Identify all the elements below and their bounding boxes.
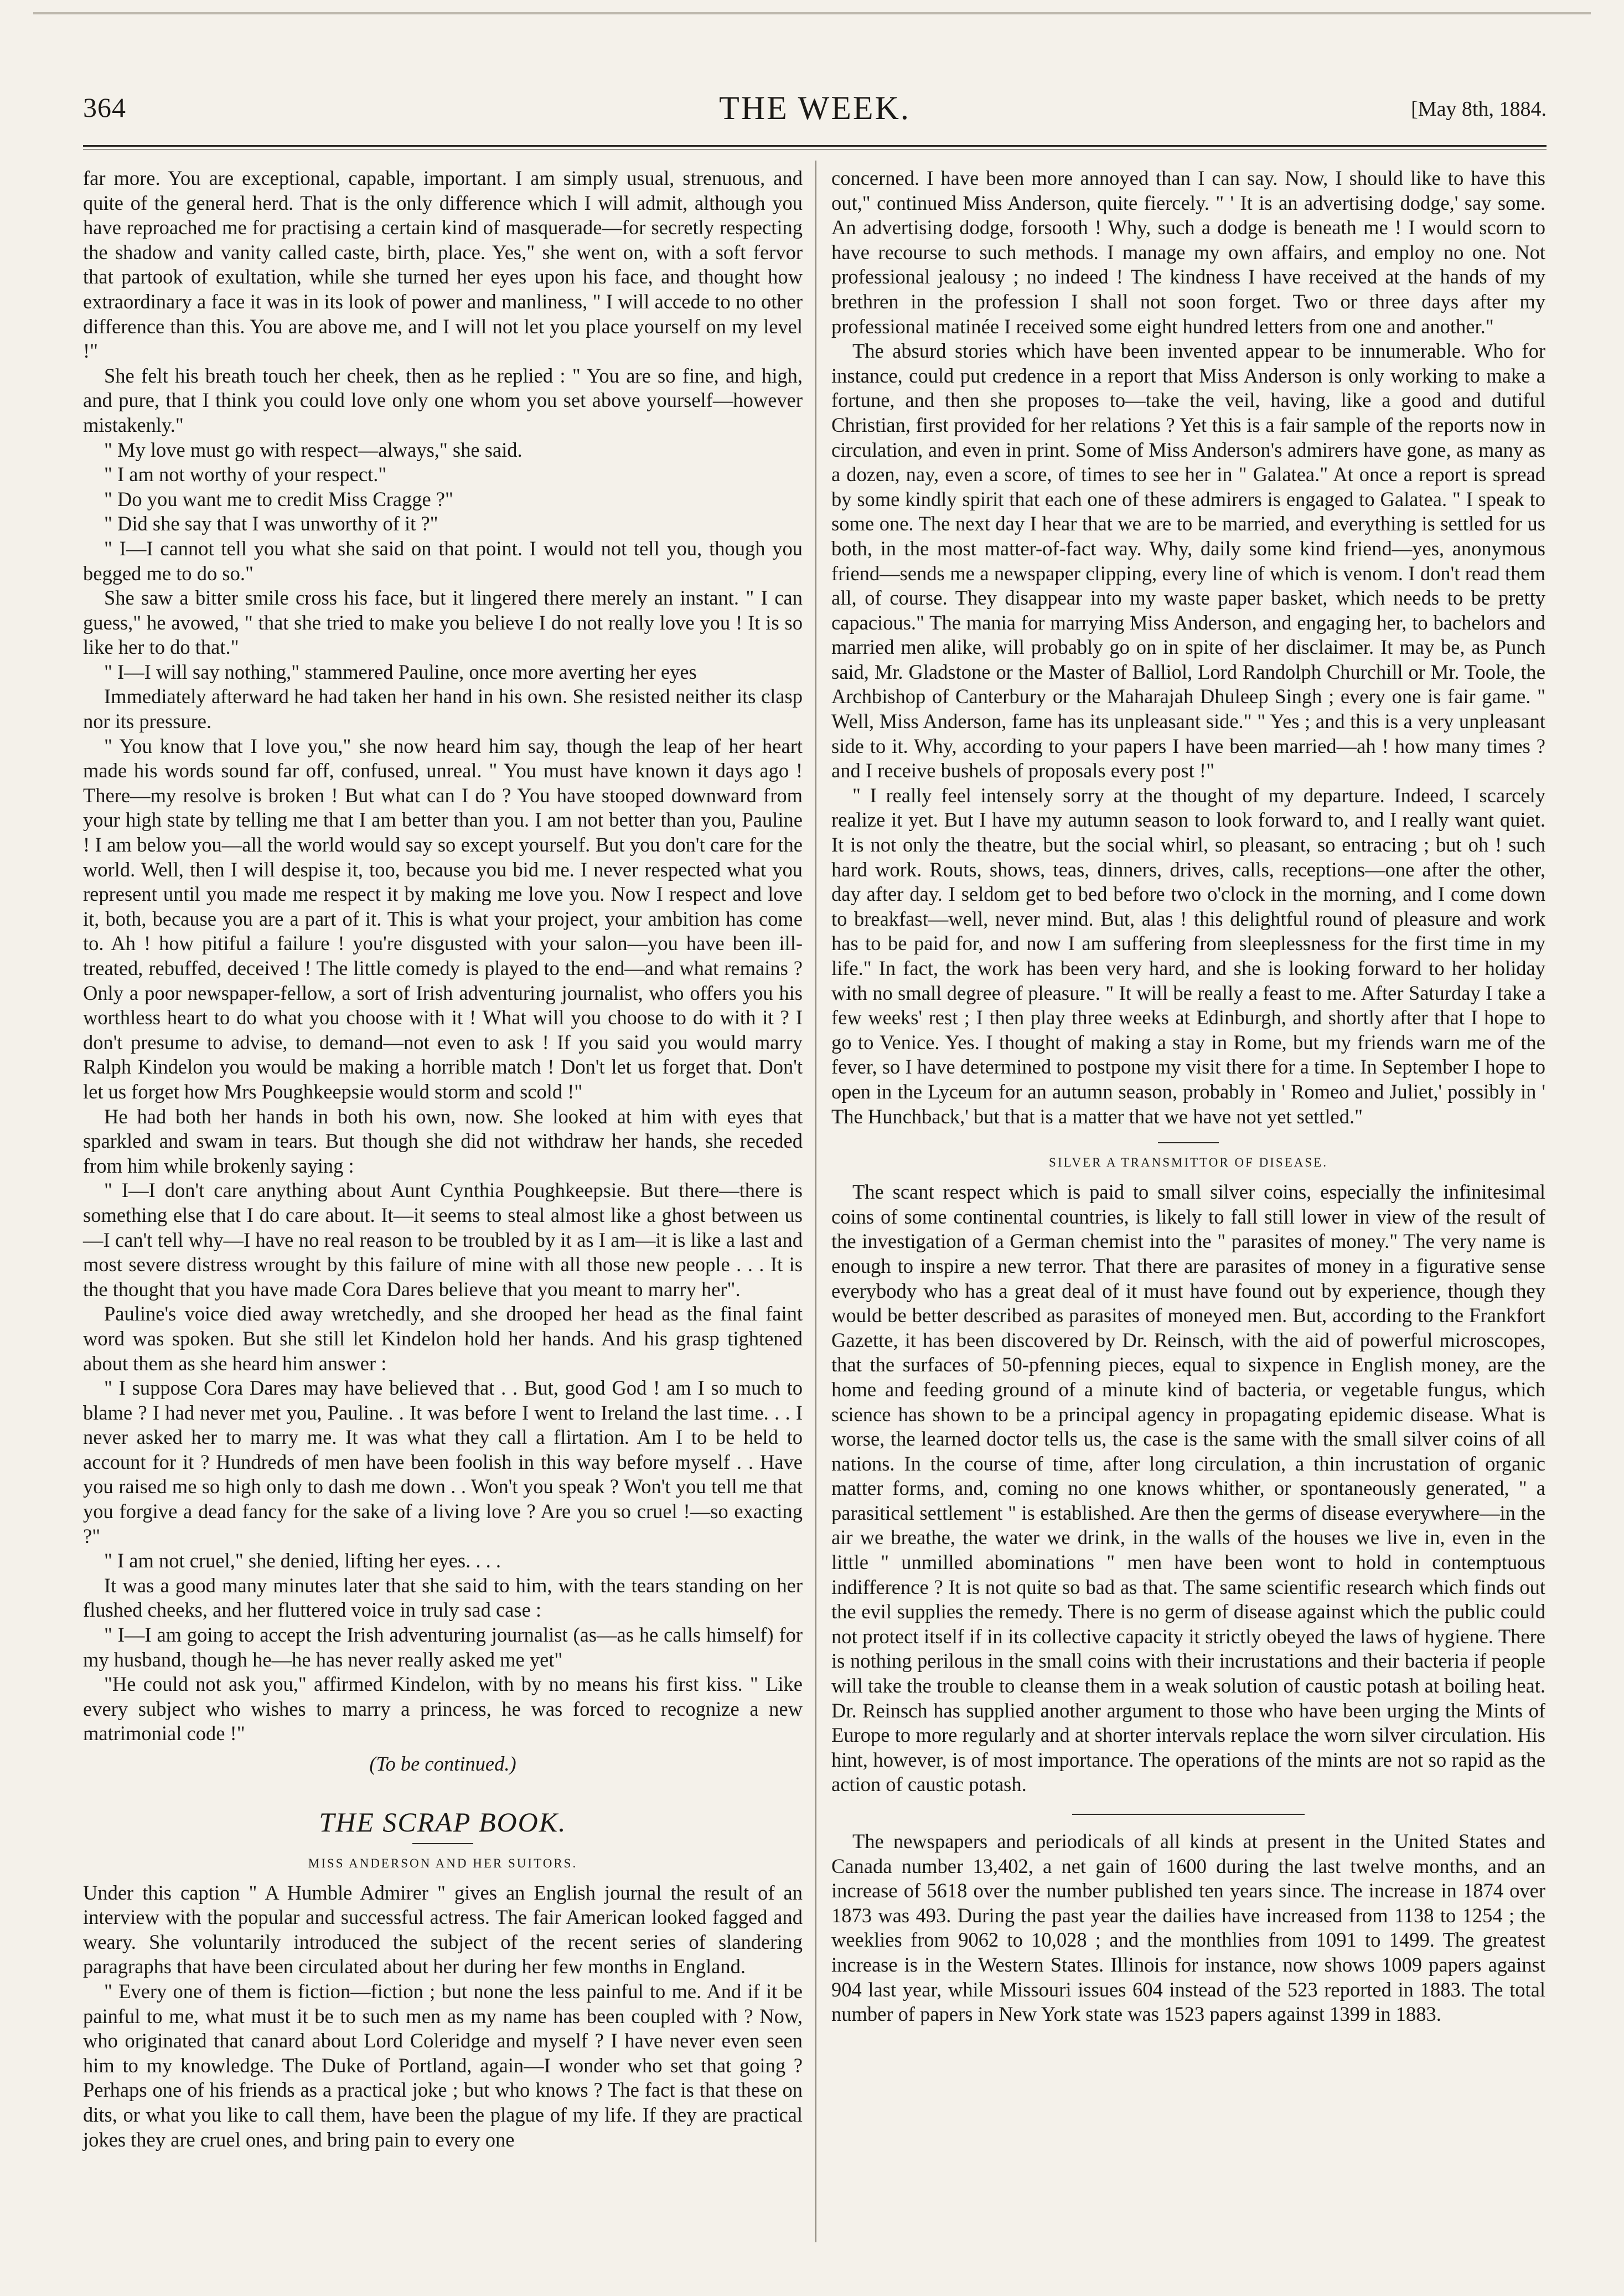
article-paragraph: " Every one of them is fiction—fiction ; but none the less painful to me. And if it be painful to me, what must it be to such men as my name has been coupled with ? Now, who originated that canard about Lord Coleridge and myself ? I have never even seen him to my knowledge. The Duke of Portland, again—I wonder who set that going ? Perhaps one of his friends as a practical joke ; but who knows ? The fact is that these on dits, or what you like to call them, have been the plague of my life. If they are practical jokes they are cruel ones, and bring pain to every one [83, 1979, 803, 2151]
story-paragraph: " You know that I love you," she now heard him say, though the leap of her heart made his words sound far off, confused, unreal. " You must have known it days ago ! There—my resolve is broken ! But what can I do ? You have stooped downward from your high state by telling me that I am better than you. I am not better than you, Pauline ! I am below you—all the world would say so except yourself. But you don't care for the world. Well, then I will despise it, too, because you bid me. I never respected what you represent until you made me respect it by making me love you. Now I respect and love it, both, because you are a part of it. This is what your project, your ambition has come to. Ah ! how pitiful a failure ! you're disgusted with your salon—you have been ill-treated, rebuffed, deceived ! The little comedy is played to the end—and what remains ? Only a poor newspaper-fellow, a sort of Irish adventuring journalist, who offers you his worthless heart to do what you choose with it ! What will you choose to do with it ? I don't presume to advise, to demand—not even to ask ! If you said you would marry Ralph Kindelon you would be making a horrible match ! Don't let us forget that. Don't let us forget how Mrs Poughkeepsie would storm and scold !" [83, 734, 803, 1103]
article-heading-anderson: MISS ANDERSON AND HER SUITORS. [308, 1856, 578, 1870]
story-paragraph: " Do you want me to credit Miss Cragge ?" [104, 487, 453, 510]
story-paragraph: " I suppose Cora Dares may have believed that . . But, good God ! am I so much to blame ? I had never met you, Pauline. . It was before I went to Ireland the last time. . . I never asked her to marry me. It was what they call a flirtation. Am I to be held to account for it ? Hundreds of men have been foolish in this way before myself . . Have you raised me so high only to dash me down . . Won't you speak ? Won't you tell me that you forgive a dead fancy for the sake of a living love ? Are you so cruel !—so exacting ?" [83, 1376, 803, 1547]
story-paragraph: Immediately afterward he had taken her hand in his own. She resisted neither its clasp nor its pressure. [83, 685, 803, 733]
article-separator-long [1072, 1814, 1305, 1815]
article-paragraph: The newspapers and periodicals of all kinds at present in the United States and Canada number 13,402, a net gain of 1600 during the last twelve months, and an increase of 5618 over the number published ten years since. The increase in 1874 over 1873 was 493. During the past year the dailies have increased from 1138 to 1254 ; the weeklies from 9062 to 10,028 ; and the monthlies from 1091 to 1499. The greatest increase is in the Western States. Illinois for instance, now shows 1009 papers against 904 last year, while Missouri issues 604 instead of the 523 reported in 1883. The total number of papers in New York state was 1523 papers against 1399 in 1883. [831, 1830, 1545, 2026]
section-title-scrap-book: THE SCRAP BOOK. [319, 1806, 567, 1838]
story-paragraph: " I—I don't care anything about Aunt Cynthia Poughkeepsie. But there—there is something else that I do care about. It—it seems to steal almost like a ghost between us—I can't tell why—I have no real reason to be troubled by it as I am—it is like a last and most severe distress wrought by this failure of mine with all those new people . . . It is the thought that you have made Cora Dares believe that you meant to marry her". [83, 1179, 803, 1301]
issue-date: [May 8th, 1884. [1411, 97, 1547, 121]
article-paragraph: " I really feel intensely sorry at the thought of my departure. Indeed, I scarcely realize it yet. But I have my autumn season to look forward to, and I really want quiet. It is not only the theatre, but the social whirl, so pleasant, so entracing ; but oh ! such hard work. Routs, shows, teas, dinners, drives, calls, receptions—one after the other, day after day. I seldom get to bed before two o'clock in the morning, and I come down to breakfast—well, never mind. But, alas ! this delightful round of pleasure and work has to be paid for, and now I am suffering from sleeplessness for the first time in my life." In fact, the work has been very hard, and she is looking forward to her holiday with no small degree of pleasure. " It will be really a feast to me. After Saturday I take a few weeks' rest ; I then play three weeks at Edinburgh, and shortly after that I hope to go to Venice. Yes. I thought of making a stay in Rome, but my friends warn me of the fever, so I have determined to postpone my visit there for a time. In September I hope to open in the Lyceum for an autumn season, probably in ' Romeo and Juliet,' possibly in ' The Hunchback,' but that is a matter that we have not yet settled." [831, 783, 1545, 1128]
story-paragraph: " I—I will say nothing," stammered Pauline, once more averting her eyes [104, 660, 697, 683]
page-number: 364 [83, 92, 126, 123]
story-paragraph: far more. You are exceptional, capable, important. I am simply usual, strenuous, and quite of the general herd. That is the only difference which I will admit, although you have reproached me for practising a certain kind of masquerade—for secretly respecting the shadow and vanity called caste, birth, place. Yes," she went on, with a soft fervor that partook of exultation, while she turned her eyes upon his face, and thought how extraordinary a face it was in its look of power and manliness, " I will accede to no other difference than this. You are above me, and I will not let you place yourself on my level !" [83, 167, 803, 363]
story-paragraph: It was a good many minutes later that she said to him, with the tears standing on her flushed cheeks, and her fluttered voice in truly sad case : [83, 1573, 803, 1622]
story-paragraph: She saw a bitter smile cross his face, but it lingered there merely an instant. " I can guess," he avowed, " that she tried to make you believe I do not really love you ! It is so like her to do that." [83, 586, 803, 659]
serial-story [83, 166, 803, 1777]
left-column [83, 166, 803, 2152]
story-paragraph: " My love must go with respect—always," she said. [104, 438, 523, 461]
header-rule [83, 145, 1547, 147]
article-paragraph: Under this caption " A Humble Admirer " gives an English journal the result of an interview with the popular and successful actress. The fair American looked fagged and weary. She voluntarily introduced the subject of the recent series of slandering paragraphs that have been circulated about her during her few months in England. [83, 1881, 803, 1978]
article-paragraph: The absurd stories which have been invented appear to be innumerable. Who for instance, could put credence in a report that Miss Anderson is only working to make a fortune, and then she proposes to—take the veil, having, like a good and dutiful Christian, first provided for her relations ? Yet this is a fair sample of the reports now in circulation, and even in print. Some of Miss Anderson's admirers have gone, as many as a dozen, nay, even a score, of times to see her in " Galatea." At once a report is spread by some kindly spirit that each one of these admirers is engaged to Galatea. " I speak to some one. The next day I hear that we are to be married, and everything is settled for us both, in the most matter-of-fact way. Why, daily some kind friend—yes, anonymous friend—sends me a newspaper clipping, every line of which is venom. I don't read them all, of course. They disappear into my waste paper basket, which needs to be pretty capacious." The mania for marrying Miss Anderson, and engaging her, to bachelors and married men alike, will probably go on in spite of her disclaimer. It may be, as Punch said, Mr. Gladstone or the Master of Balliol, Lord Randolph Churchill or Mr. Toole, the Archbishop of Canterbury or the Maharajah Dhuleep Singh ; every one is fair game. " Well, Miss Anderson, fame has its unpleasant side." " Yes ; and this is a very unpleasant side to it. Why, according to your papers I have been married—ah ! how many times ? and I receive bushels of proposals every post !" [831, 339, 1545, 782]
story-paragraph: " I am not cruel," she denied, lifting her eyes. . . . [104, 1549, 501, 1572]
article-paragraph: concerned. I have been more annoyed than I can say. Now, I should like to have this out," continued Miss Anderson, quite fiercely. " ' It is an advertising dodge,' say some. An advertising dodge, forsooth ! Why, such a dodge is beneath me ! I would scorn to have recourse to such methods. I manage my own affairs, and employ no one. Not professional jealousy ; no indeed ! The kindness I have received at the hands of my brethren in the profession I shall not soon forget. Two or three days after my professional matinée I received some eight hundred letters from one and another." [831, 167, 1545, 338]
section-rule [412, 1843, 473, 1844]
article-separator [1158, 1142, 1219, 1143]
story-paragraph: "He could not ask you," affirmed Kindelon, with by no means his first kiss. " Like every subject who wishes to marry a princess, he was forced to recognize a new matrimonial code !" [83, 1673, 803, 1745]
top-border-line [33, 12, 1591, 14]
to-be-continued: (To be continued.) [369, 1752, 516, 1775]
page-header [83, 91, 1547, 141]
story-paragraph: " I—I am going to accept the Irish adventuring journalist (as—as he calls himself) for my husband, though he—he has never really asked me yet" [83, 1623, 803, 1671]
story-paragraph: He had both her hands in both his own, now. She looked at him with eyes that sparkled and swam in tears. But though she did not withdraw her hands, she receded from him while brokenly saying : [83, 1105, 803, 1177]
journal-title: THE WEEK. [719, 90, 911, 126]
right-column [831, 166, 1545, 2027]
article-paragraph: The scant respect which is paid to small silver coins, especially the infinitesimal coins of some continental countries, is likely to fall still lower in view of the result of the investigation of a German chemist into the " parasites of money." The very name is enough to inspire a new terror. That there are parasites of money in a figurative sense everybody who has a great deal of it must have found out by experience, though they would be better described as parasites of moneyed men. But, according to the Frankfort Gazette, it has been discovered by Dr. Reinsch, with the aid of powerful microscopes, that the surfaces of 50-pfenning pieces, equal to sixpence in English money, are the home and feeding ground of a minute kind of bacteria, or vegetable fungus, which science has shown to be a principal agency in propagating epidemic disease. What is worse, the learned doctor tells us, the case is the same with the small silver coins of all nations. In the course of time, after long circulation, a thin incrustation of organic matter forms, and, coming no one knows whither, or spontaneously generated, " a parasitical settlement " is established. Are then the germs of disease everywhere—in the air we breathe, the water we drink, in the walls of the houses we live in, even in the little " unmilled abominations " men have been wont to hold in contemptuous indifference ? It is not quite so bad as that. The same scientific research which finds out the evil supplies the remedy. There is no germ of disease against which the public could not protect itself if in its collective capacity it strictly obeyed the laws of hygiene. There is nothing perilous in the small coins with their incrustations and their bacteria if people will take the trouble to cleanse them in a weak solution of caustic potash at boiling heat. Dr. Reinsch has supplied another argument to those who have been urging the Mints of Europe to more regularly and at shorter intervals replace the worn silver circulation. His hint, however, is of most importance. The operations of the mints are not so rapid as the action of caustic potash. [831, 1180, 1545, 1796]
story-paragraph: " I am not worthy of your respect." [104, 463, 387, 486]
article-heading-silver: SILVER A TRANSMITTOR OF DISEASE. [1049, 1155, 1328, 1170]
column-divider [815, 161, 816, 2242]
story-paragraph: " I—I cannot tell you what she said on that point. I would not tell you, though you begged me to do so." [83, 536, 803, 585]
story-paragraph: She felt his breath touch her cheek, then as he replied : " You are so fine, and high, and pure, that I think you could love only one whom you set above yourself—however mistakenly." [83, 364, 803, 436]
story-paragraph: " Did she say that I was unworthy of it ?" [104, 512, 438, 535]
story-paragraph: Pauline's voice died away wretchedly, and she drooped her head as the final faint word was spoken. But she still let Kindelon hold her hands. And his grasp tightened about them as she heard him answer : [83, 1302, 803, 1375]
